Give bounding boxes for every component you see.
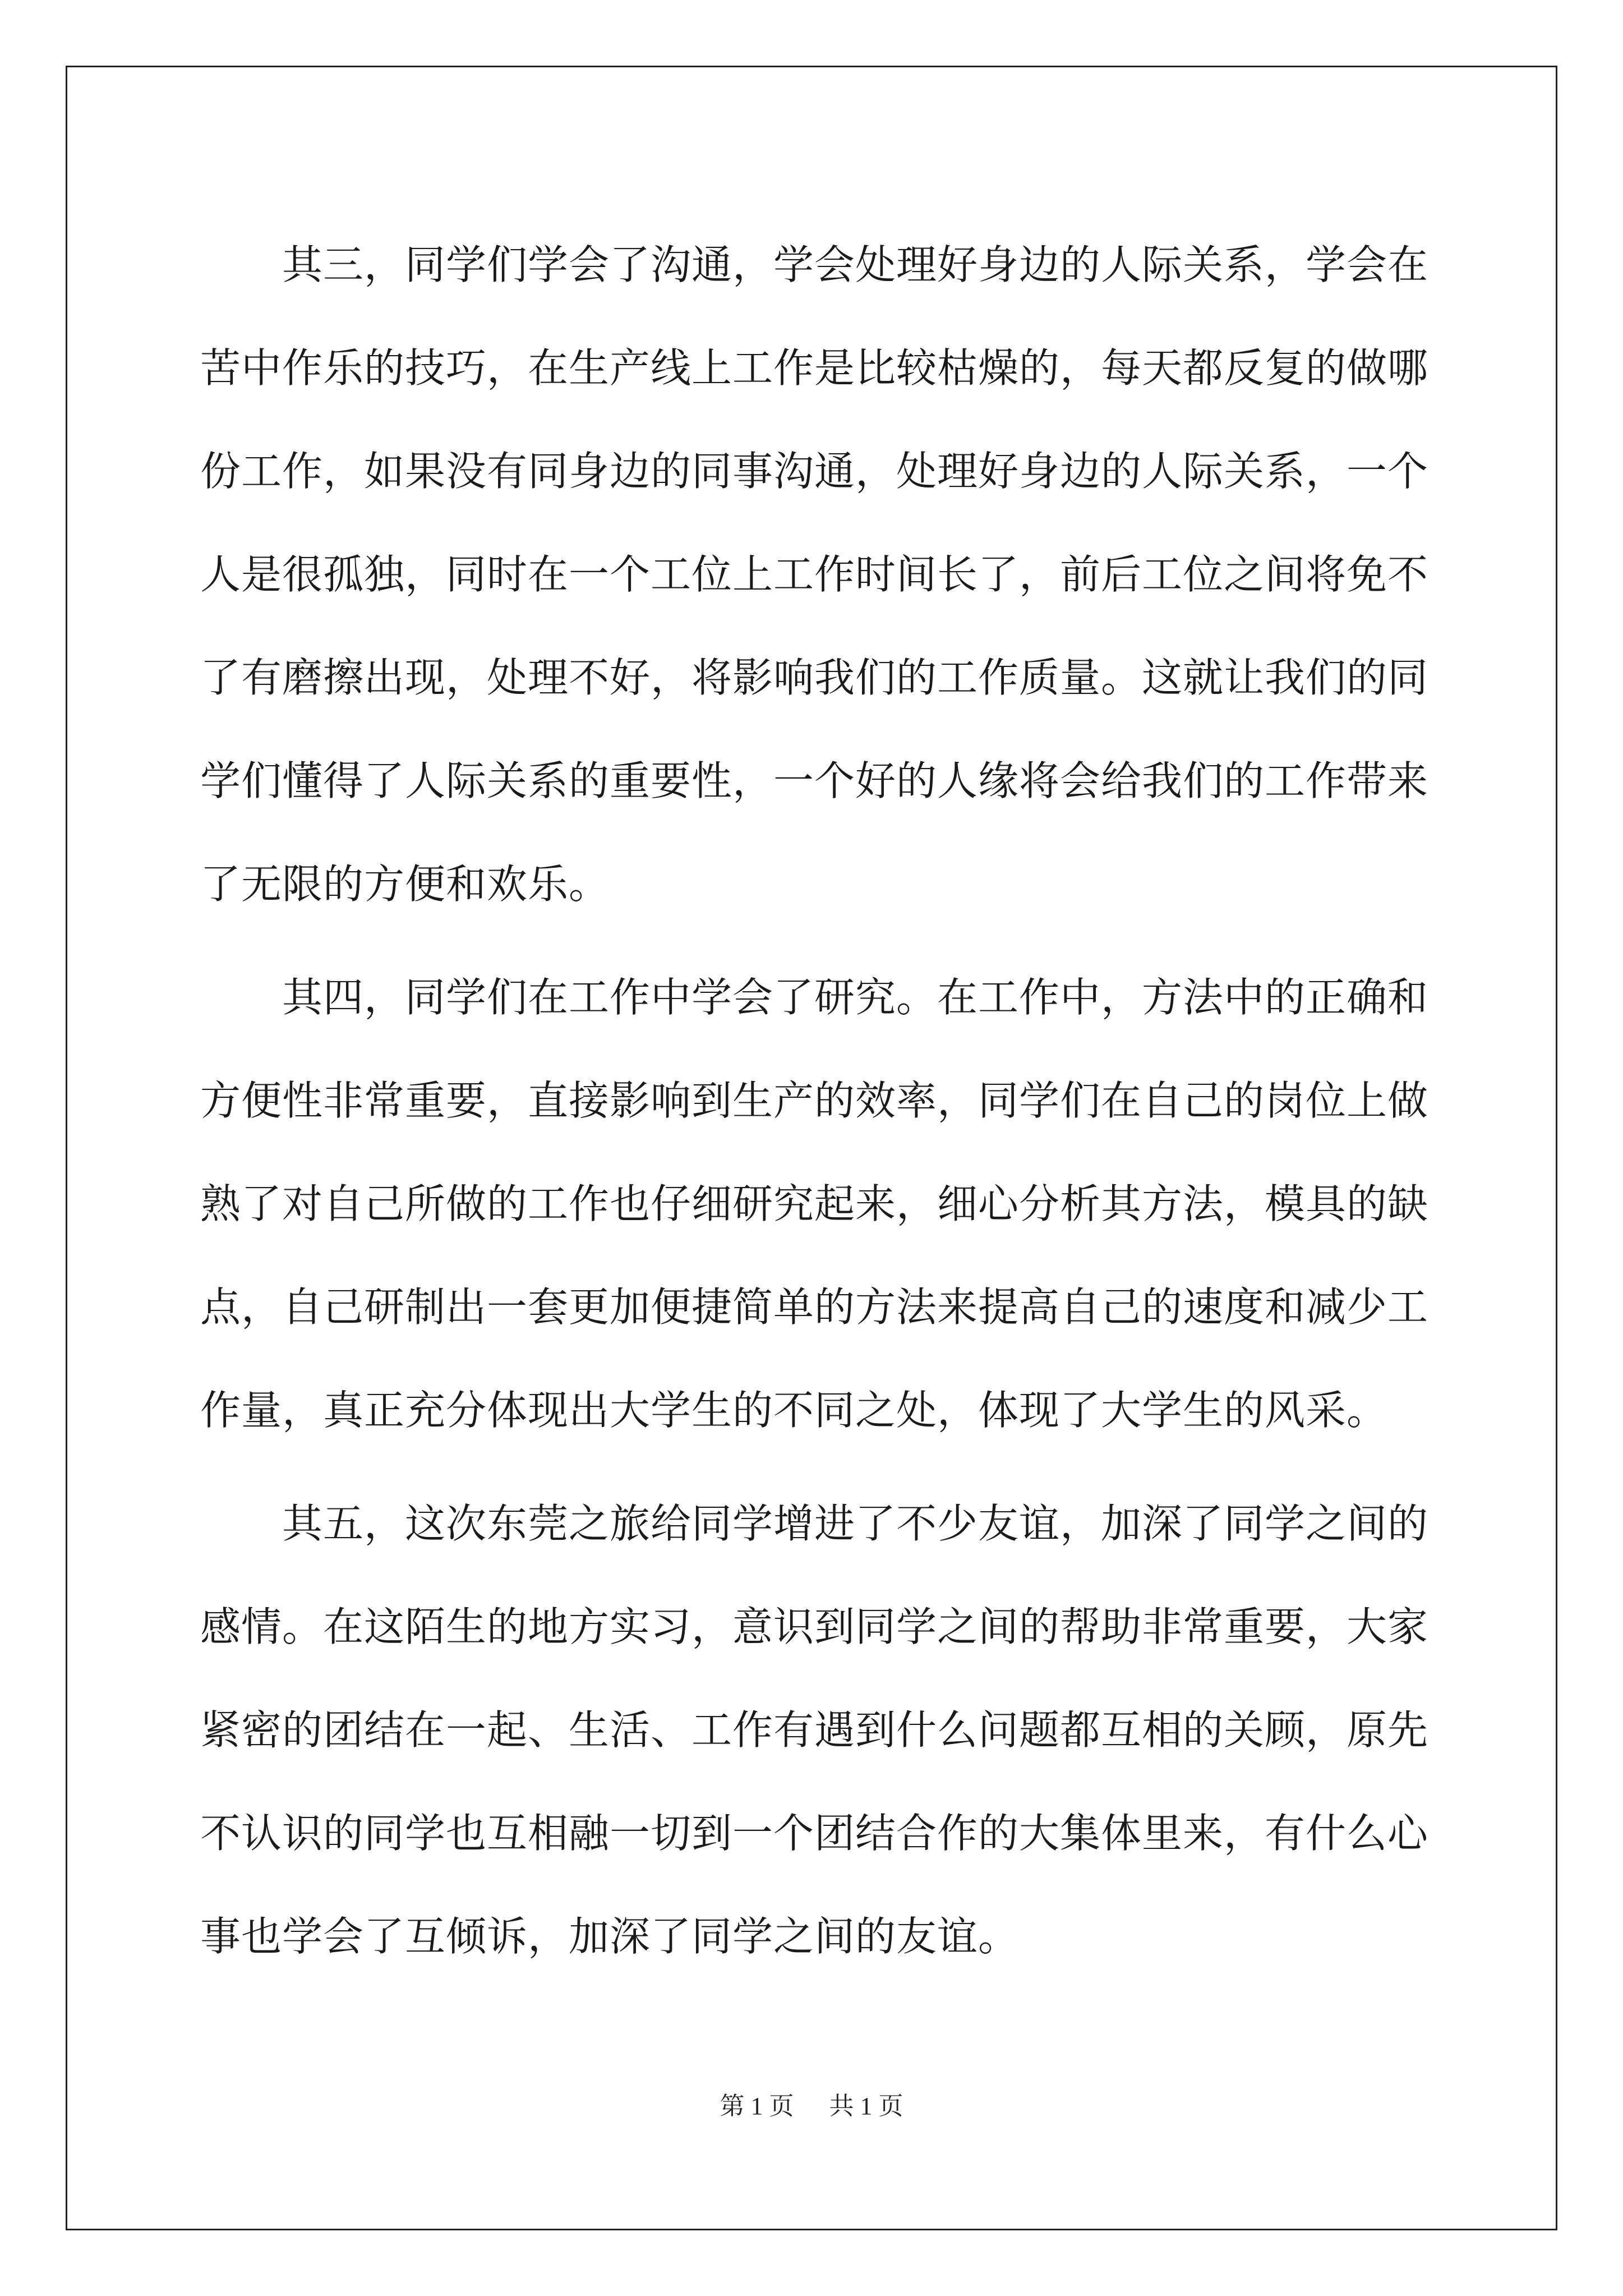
paragraph-5: 其五，这次东莞之旅给同学增进了不少友谊，加深了同学之间的感情。在这陌生的地方实习，意识到同学之间的帮助非常重要，大家紧密的团结在一起、生活、工作有遇到什么问题都互相的关顾，原先不认识的同学也互相融一切到一个团结合作的大集体里来，有什么心事也学会了互倾诉，加深了同学之间的友谊。	[200, 1500, 1429, 1960]
page-total: 共 1 页	[829, 2092, 903, 2120]
paragraph-4: 其四，同学们在工作中学会了研究。在工作中，方法中的正确和方便性非常重要，直接影响到生产的效率，同学们在自己的岗位上做熟了对自己所做的工作也仔细研究起来，细心分析其方法，模具的缺点，自己研制出一套更加便捷简单的方法来提高自己的速度和减少工作量，真正充分体现出大学生的不同之处，体现了大学生的风采。	[200, 974, 1429, 1434]
document-body	[200, 213, 1428, 1998]
page-number: 第 1 页	[720, 2092, 794, 2120]
page-footer	[0, 2090, 1623, 2123]
paragraph-3: 其三，同学们学会了沟通，学会处理好身边的人际关系，学会在苦中作乐的技巧，在生产线上工作是比较枯燥的，每天都反复的做哪份工作，如果没有同身边的同事沟通，处理好身边的人际关系，一个人是很孤独，同时在一个工位上工作时间长了，前后工位之间将免不了有磨擦出现，处理不好，将影响我们的工作质量。这就让我们的同学们懂得了人际关系的重要性，一个好的人缘将会给我们的工作带来了无限的方便和欢乐。	[200, 241, 1429, 908]
